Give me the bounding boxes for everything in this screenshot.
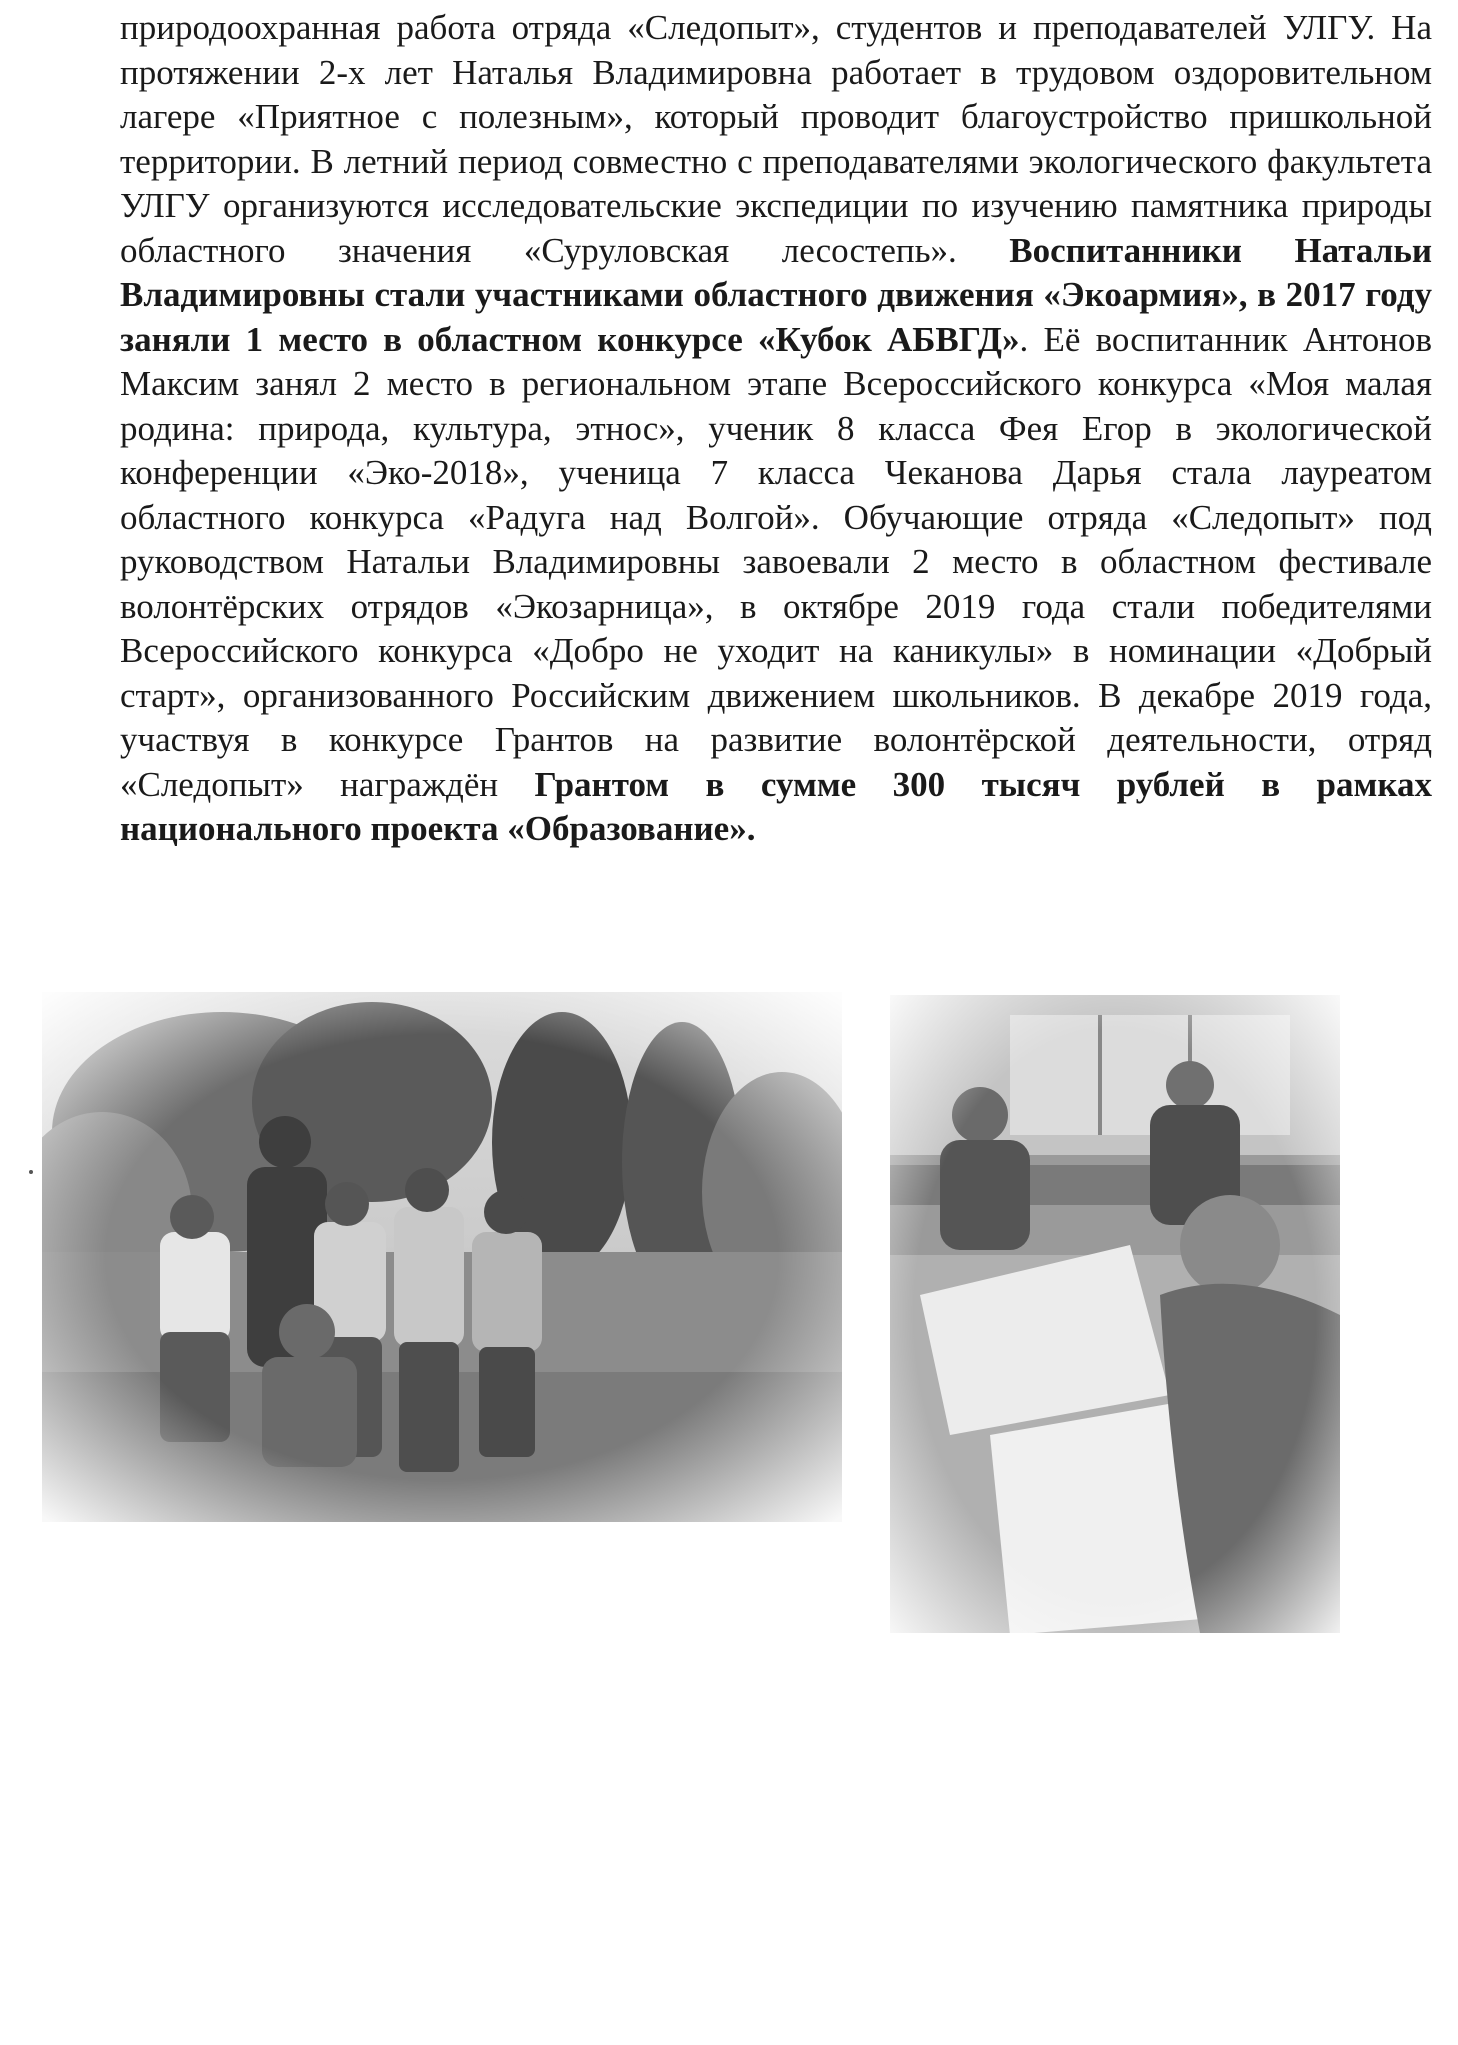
text-segment: . Её воспитанник Антонов Максим занял 2 место в региональном этапе Всероссийского конкурса «Моя малая родина: природа, культура, этнос», ученик 8 класса Фея Егор в экологической конференции «Эко-2018», ученица 7 класса Чеканова Дарья стала лауреатом областного конкурса «Радуга над Волгой». Обучающие отряда «Следопыт» под руководством Натальи Владимировны завоевали 2 место в областном фестивале волонтёрских отрядов «Экозарница», в октябре 2019 года стали победителями Всероссийского конкурса «Добро не уходит на каникулы» в номинации «Добрый старт», организованного Российским движением школьников. В декабре 2019 года, участвуя в конкурсе Грантов на развитие волонтёрской деятельности, отряд «Следопыт» награждён [120,319,1432,804]
bold-text-segment: Грантом в сумме 300 тысяч рублей в рамках национального проекта «Образование». [120,764,1432,848]
bold-text-segment: Воспитанники Натальи Владимировны стали участниками областного движения «Экоармия», в 2017 году заняли 1 место в областном конкурсе «Кубок АБВГД» [120,230,1432,359]
children-drawing-photo [890,995,1340,1633]
text-segment: природоохранная работа отряда «Следопыт», студентов и преподавателей УЛГУ. На протяжении 2-х лет Наталья Владимировна работает в трудовом оздоровительном лагере «Приятное с полезным», который проводит благоустройство пришкольной территории. В летний период совместно с преподавателями экологического факультета УЛГУ организуются исследовательские экспедиции по изучению памятника природы областного значения «Суруловская лесостепь». [120,8,1432,270]
body-paragraph [120,6,1432,852]
scan-speck [29,1170,33,1174]
group-outdoor-photo-image [42,992,842,1522]
group-outdoor-photo [42,992,842,1522]
children-drawing-photo-image [890,995,1340,1633]
